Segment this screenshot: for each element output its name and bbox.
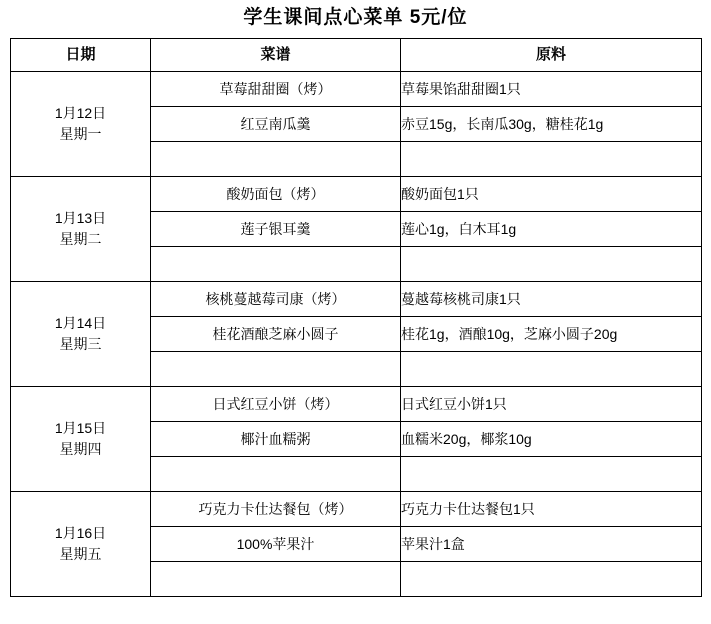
page-title: 学生课间点心菜单 5元/位 (243, 7, 468, 28)
dish-cell (151, 351, 401, 386)
date-line-1: 1月12日 (54, 104, 107, 121)
dish-cell: 巧克力卡仕达餐包（烤） (151, 491, 401, 526)
ingredient-cell: 血糯米20g，椰浆10g (401, 421, 702, 456)
dish-cell: 草莓甜甜圈（烤） (151, 71, 401, 106)
dish-cell: 核桃蔓越莓司康（烤） (151, 281, 401, 316)
date-line-1: 1月15日 (54, 419, 107, 436)
dish-cell: 酸奶面包（烤） (151, 176, 401, 211)
date-cell (11, 386, 151, 491)
date-line-2: 星期一 (59, 125, 102, 142)
ingredient-cell: 草莓果馅甜甜圈1只 (401, 71, 702, 106)
ingredient-cell: 苹果汁1盒 (401, 526, 702, 561)
table-header (11, 38, 702, 71)
date-cell (11, 71, 151, 176)
ingredient-cell: 蔓越莓核桃司康1只 (401, 281, 702, 316)
table-row (11, 71, 702, 106)
dish-cell: 莲子银耳羹 (151, 211, 401, 246)
column-header-ingredient: 原料 (401, 38, 702, 71)
ingredient-cell: 日式红豆小饼1只 (401, 386, 702, 421)
date-line-2: 星期三 (59, 335, 102, 352)
date-line-1: 1月13日 (54, 209, 107, 226)
date-line-1: 1月16日 (54, 524, 107, 541)
column-header-dish: 菜谱 (151, 38, 401, 71)
date-cell (11, 281, 151, 386)
dish-cell (151, 246, 401, 281)
date-line-2: 星期四 (59, 440, 102, 457)
table-body (11, 71, 702, 596)
table-row (11, 176, 702, 211)
column-header-date: 日期 (11, 38, 151, 71)
ingredient-cell (401, 246, 702, 281)
dish-cell (151, 456, 401, 491)
menu-table (10, 38, 702, 597)
date-line-1: 1月14日 (54, 314, 107, 331)
ingredient-cell (401, 561, 702, 596)
table-row (11, 491, 702, 526)
dish-cell (151, 561, 401, 596)
ingredient-cell: 酸奶面包1只 (401, 176, 702, 211)
date-cell (11, 176, 151, 281)
date-line-2: 星期五 (59, 545, 102, 562)
ingredient-cell: 巧克力卡仕达餐包1只 (401, 491, 702, 526)
table-header-row (11, 38, 702, 71)
ingredient-cell (401, 456, 702, 491)
dish-cell: 红豆南瓜羹 (151, 106, 401, 141)
date-line-2: 星期二 (59, 230, 102, 247)
dish-cell: 日式红豆小饼（烤） (151, 386, 401, 421)
ingredient-cell: 莲心1g，白木耳1g (401, 211, 702, 246)
dish-cell: 椰汁血糯粥 (151, 421, 401, 456)
table-row (11, 386, 702, 421)
dish-cell: 桂花酒酿芝麻小圆子 (151, 316, 401, 351)
ingredient-cell (401, 141, 702, 176)
dish-cell (151, 141, 401, 176)
ingredient-cell: 赤豆15g，长南瓜30g，糖桂花1g (401, 106, 702, 141)
ingredient-cell: 桂花1g，酒酿10g，芝麻小圆子20g (401, 316, 702, 351)
date-cell (11, 491, 151, 596)
ingredient-cell (401, 351, 702, 386)
dish-cell: 100%苹果汁 (151, 526, 401, 561)
table-row (11, 281, 702, 316)
